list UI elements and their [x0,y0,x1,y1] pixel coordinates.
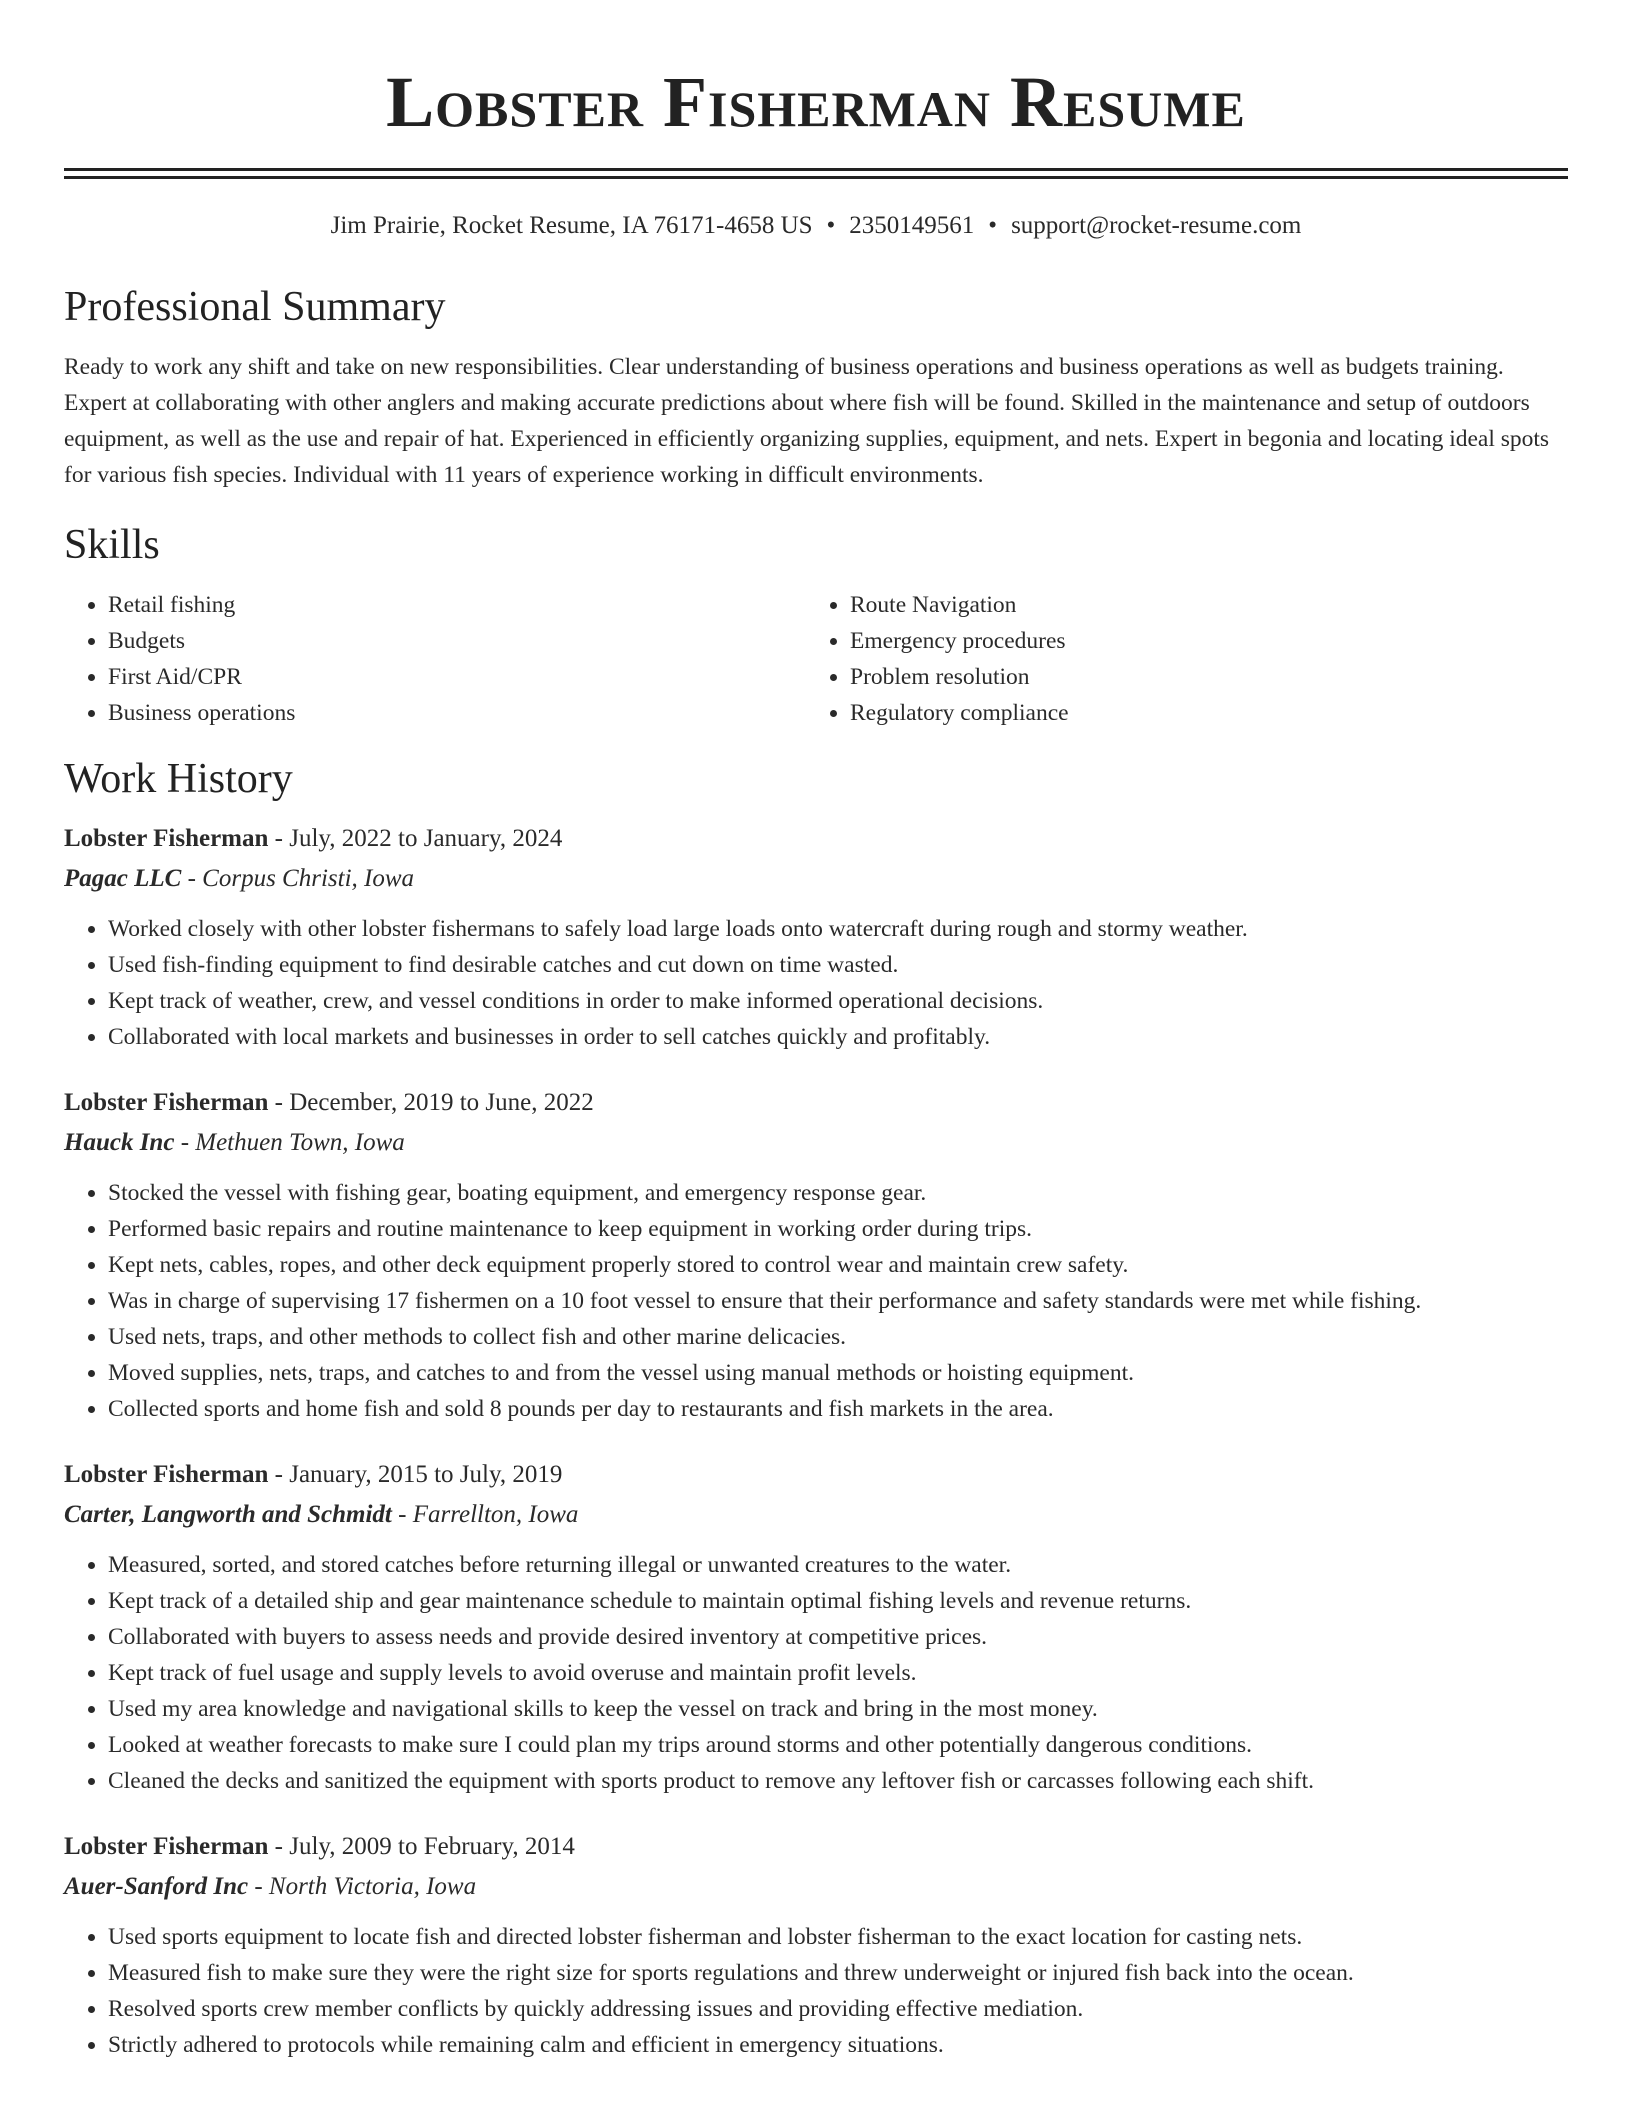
job-bullets [64,1547,1568,1799]
job-bullets [64,911,1568,1055]
list-item: • Cleaned the decks and sanitized the equipment with sports product to remove any leftover fish or carcasses following each shift. [108,1763,1568,1799]
skills-column-left [64,587,806,731]
list-item: • Stocked the vessel with fishing gear, boating equipment, and emergency response gear. [108,1175,1568,1211]
resume-title: Lobster Fisherman Resume [386,62,1246,142]
company-line [64,1123,1568,1163]
company-location: - Corpus Christi, Iowa [181,865,415,892]
contact-separator: • [826,212,836,239]
summary-text: Ready to work any shift and take on new responsibilities. Clear understanding of business operations and business operations as well as budgets training. Expert at collaborating with other anglers and making accurate predictions about where fish will be found. Skilled in the maintenance and setup of outdoors equipment, as well as the use and repair of hat. Experienced in efficiently organizing supplies, equipment, and nets. Expert in begonia and locating ideal spots for various fish species. Individual with 11 years of experience working in difficult environments. [64,354,1550,488]
list-item: • Used my area knowledge and navigational skills to keep the vessel on track and bring in the most money. [108,1691,1568,1727]
contact-separator: • [988,212,998,239]
list-item: • Worked closely with other lobster fishermans to safely load large loads onto watercraft during rough and stormy weather. [108,911,1568,947]
list-item: • Used fish-finding equipment to find desirable catches and cut down on time wasted. [108,947,1568,983]
skill-item: • First Aid/CPR [108,659,806,695]
skill-item: • Route Navigation [850,587,1548,623]
list-item: • Collaborated with local markets and businesses in order to sell catches quickly and profitably. [108,1019,1568,1055]
list-item: • Collected sports and home fish and sold 8 pounds per day to restaurants and fish markets in the area. [108,1391,1568,1427]
list-item: • Kept nets, cables, ropes, and other deck equipment properly stored to control wear and maintain crew safety. [108,1247,1568,1283]
contact-phone: 2350149561 [849,212,975,239]
list-item: • Kept track of fuel usage and supply levels to avoid overuse and maintain profit levels. [108,1655,1568,1691]
list-item: • Measured fish to make sure they were the right size for sports regulations and threw underweight or injured fish back into the ocean. [108,1955,1568,1991]
job-entry [64,1827,1568,2063]
job-dates: - January, 2015 to July, 2019 [268,1461,563,1488]
job-title-line [64,819,1568,859]
job-title-line [64,1455,1568,1495]
job-dates: - December, 2019 to June, 2022 [268,1089,594,1116]
skill-item: • Business operations [108,695,806,731]
job-title-line [64,1083,1568,1123]
list-item: • Moved supplies, nets, traps, and catches to and from the vessel using manual methods or hoisting equipment. [108,1355,1568,1391]
company-line [64,1495,1568,1535]
company-name: Carter, Langworth and Schmidt [64,1501,392,1528]
list-item: • Measured, sorted, and stored catches before returning illegal or unwanted creatures to the water. [108,1547,1568,1583]
job-title: Lobster Fisherman [64,1461,269,1488]
contact-line [64,209,1568,243]
skill-item: • Problem resolution [850,659,1548,695]
job-title: Lobster Fisherman [64,1833,269,1860]
company-location: - North Victoria, Iowa [248,1873,477,1900]
company-line [64,859,1568,899]
title-divider [64,168,1568,179]
list-item: • Looked at weather forecasts to make sure I could plan my trips around storms and other potentially dangerous conditions. [108,1727,1568,1763]
company-line [64,1867,1568,1907]
job-entry [64,1455,1568,1799]
skill-item: • Retail fishing [108,587,806,623]
list-item: • Kept track of weather, crew, and vessel conditions in order to make informed operational decisions. [108,983,1568,1019]
job-title-line [64,1827,1568,1867]
summary-heading: Professional Summary [64,284,446,330]
company-name: Pagac LLC [64,865,182,892]
company-name: Auer-Sanford Inc [64,1873,249,1900]
company-location: - Farrellton, Iowa [391,1501,579,1528]
contact-email: support@rocket-resume.com [1011,212,1302,239]
skills-column-right [806,587,1548,731]
list-item: • Kept track of a detailed ship and gear maintenance schedule to maintain optimal fishing levels and revenue returns. [108,1583,1568,1619]
list-item: • Used sports equipment to locate fish and directed lobster fisherman and lobster fisherman to the exact location for casting nets. [108,1919,1568,1955]
skill-item: • Emergency procedures [850,623,1548,659]
job-dates: - July, 2009 to February, 2014 [268,1833,575,1860]
work-history-heading: Work History [64,756,293,802]
skill-item: • Regulatory compliance [850,695,1548,731]
contact-address: Jim Prairie, Rocket Resume, IA 76171-4658 US [330,212,813,239]
job-bullets [64,1919,1568,2063]
company-name: Hauck Inc [64,1129,175,1156]
list-item: • Collaborated with buyers to assess needs and provide desired inventory at competitive prices. [108,1619,1568,1655]
job-dates: - July, 2022 to January, 2024 [268,825,563,852]
list-item: • Resolved sports crew member conflicts by quickly addressing issues and providing effective mediation. [108,1991,1568,2027]
list-item: • Was in charge of supervising 17 fishermen on a 10 foot vessel to ensure that their performance and safety standards were met while fishing. [108,1283,1568,1319]
job-title: Lobster Fisherman [64,825,269,852]
list-item: • Used nets, traps, and other methods to collect fish and other marine delicacies. [108,1319,1568,1355]
job-entry [64,819,1568,1055]
skills-list [64,587,1568,731]
skills-heading: Skills [64,522,160,568]
job-title: Lobster Fisherman [64,1089,269,1116]
skill-item: • Budgets [108,623,806,659]
list-item: • Performed basic repairs and routine maintenance to keep equipment in working order during trips. [108,1211,1568,1247]
job-bullets [64,1175,1568,1427]
company-location: - Methuen Town, Iowa [174,1129,405,1156]
list-item: • Strictly adhered to protocols while remaining calm and efficient in emergency situations. [108,2027,1568,2063]
job-entry [64,1083,1568,1427]
